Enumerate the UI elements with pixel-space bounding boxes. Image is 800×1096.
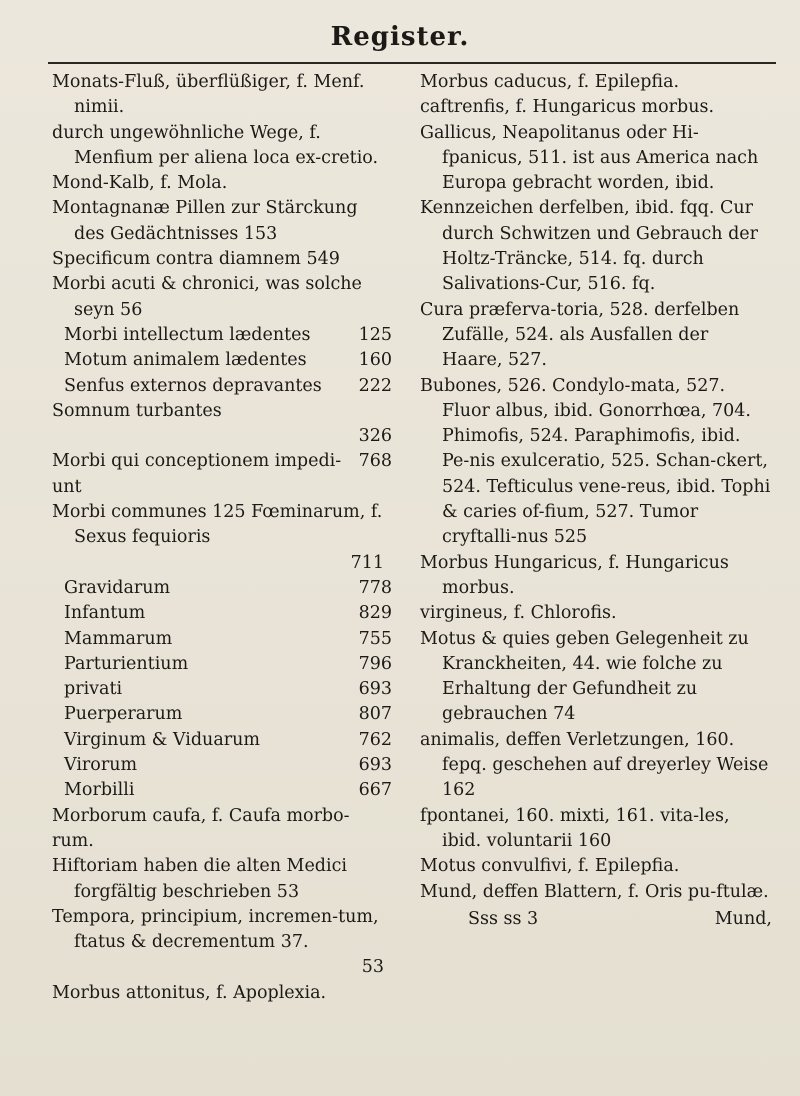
index-entry: Hiftoriam haben die alten Medici forgfältig beschrieben 53 bbox=[52, 856, 347, 902]
index-entry: Mund, deffen Blattern, f. Oris pu-ftulæ. bbox=[420, 881, 769, 902]
index-entry: Kennzeichen derfelben, ibid. fqq. Cur durch Schwitzen und Gebrauch der Holtz-Träncke, 514. fq. durch Salivations-Cur, 516. fq. bbox=[420, 198, 759, 295]
index-entry: Morbi communes 125 Fœminarum, f. Sexus fequioris bbox=[52, 502, 383, 548]
index-entry: Mond-Kalb, f. Mola. bbox=[52, 173, 228, 194]
index-subentry: Morbi intellectum lædentes 125 bbox=[64, 324, 392, 345]
left-column bbox=[52, 70, 392, 1006]
page-number: 53 bbox=[361, 957, 384, 978]
index-entry: durch ungewöhnliche Wege, f. Menfium per aliena loca ex-cretio. bbox=[52, 122, 379, 168]
index-entry: Monats-Fluß, überflüßiger, f. Menf. nimii. bbox=[52, 72, 365, 118]
header-rule bbox=[48, 62, 776, 64]
index-subentry: Mammarum 755 bbox=[64, 628, 392, 649]
index-subentry: Virginum & Viduarum 762 bbox=[64, 729, 392, 750]
index-subentry: Virorum 693 bbox=[64, 755, 392, 776]
index-entry: Motus & quies geben Gelegenheit zu Kranckheiten, 44. wie folche zu Erhaltung der Gefundheit zu gebrauchen 74 bbox=[420, 628, 749, 725]
index-entry: Tempora, principium, incremen-tum, ftatus & decrementum 37. bbox=[52, 906, 379, 953]
index-entry: Morbi acuti & chronici, was solche seyn 56 bbox=[52, 274, 362, 320]
index-entry-row: Morbi qui conceptionem impedi-unt 768 bbox=[52, 451, 392, 497]
index-subentry: Morbilli 667 bbox=[64, 780, 392, 801]
index-subentry: Motum animalem lædentes 160 bbox=[64, 350, 392, 371]
index-entry: Bubones, 526. Condylo-mata, 527. Fluor albus, ibid. Gonorrhœa, 704. Phimofis, 524. Paraphimofis, ibid. Pe-nis exulceratio, 525. Schan-ckert, 524. Tefticulus vene-reus, ibid. Tophi & caries of-fium, 527. Tumor cryftalli-nus 525 bbox=[420, 375, 771, 548]
index-entry: virgineus, f. Chlorofis. bbox=[420, 603, 617, 624]
index-entry: caftrenfis, f. Hungaricus morbus. bbox=[420, 97, 715, 118]
index-entry: Morbus attonitus, f. Apoplexia. bbox=[52, 982, 327, 1003]
index-subentry: privati 693 bbox=[64, 679, 392, 700]
page-header: Register. bbox=[330, 22, 470, 52]
index-subentry: Infantum 829 bbox=[64, 603, 392, 624]
index-entry: Specificum contra diamnem 549 bbox=[52, 249, 340, 270]
page-number: 711 bbox=[350, 552, 384, 573]
index-entry: Cura præferva-toria, 528. derfelben Zufälle, 524. als Ausfallen der Haare, 527. bbox=[420, 299, 740, 371]
signature-mark: Sss ss 3 bbox=[468, 908, 539, 929]
index-entry: Gallicus, Neapolitanus oder Hi-fpanicus, 511. ist aus America nach Europa gebracht worden, ibid. bbox=[420, 122, 759, 194]
right-column bbox=[420, 70, 772, 932]
index-entry-row: Morborum caufa, f. Caufa morbo-rum. bbox=[52, 805, 350, 851]
index-entry: fpontanei, 160. mixti, 161. vita-les, ibid. voluntarii 160 bbox=[420, 805, 730, 851]
catchword: Mund, bbox=[714, 908, 772, 929]
index-entry: Motus convulfivi, f. Epilepfia. bbox=[420, 856, 680, 877]
index-entry: Morbus caducus, f. Epilepfia. bbox=[420, 72, 680, 92]
index-subentry: Gravidarum 778 bbox=[64, 577, 392, 598]
index-entry: Morbus Hungaricus, f. Hungaricus morbus. bbox=[420, 552, 729, 598]
index-subentry: Puerperarum 807 bbox=[64, 704, 392, 725]
index-entry: Montagnanæ Pillen zur Stärckung des Gedächtnisses 153 bbox=[52, 198, 358, 244]
signature-and-catchword bbox=[420, 907, 772, 932]
index-entry: Somnum turbantes bbox=[52, 400, 222, 421]
index-entry: animalis, deffen Verletzungen, 160. fepq. geschehen auf dreyerley Weise 162 bbox=[420, 729, 769, 801]
index-subentry: 326 bbox=[358, 426, 392, 447]
index-subentry: Parturientium 796 bbox=[64, 653, 392, 674]
index-subentry: Senfus externos depravantes 222 bbox=[64, 375, 392, 396]
